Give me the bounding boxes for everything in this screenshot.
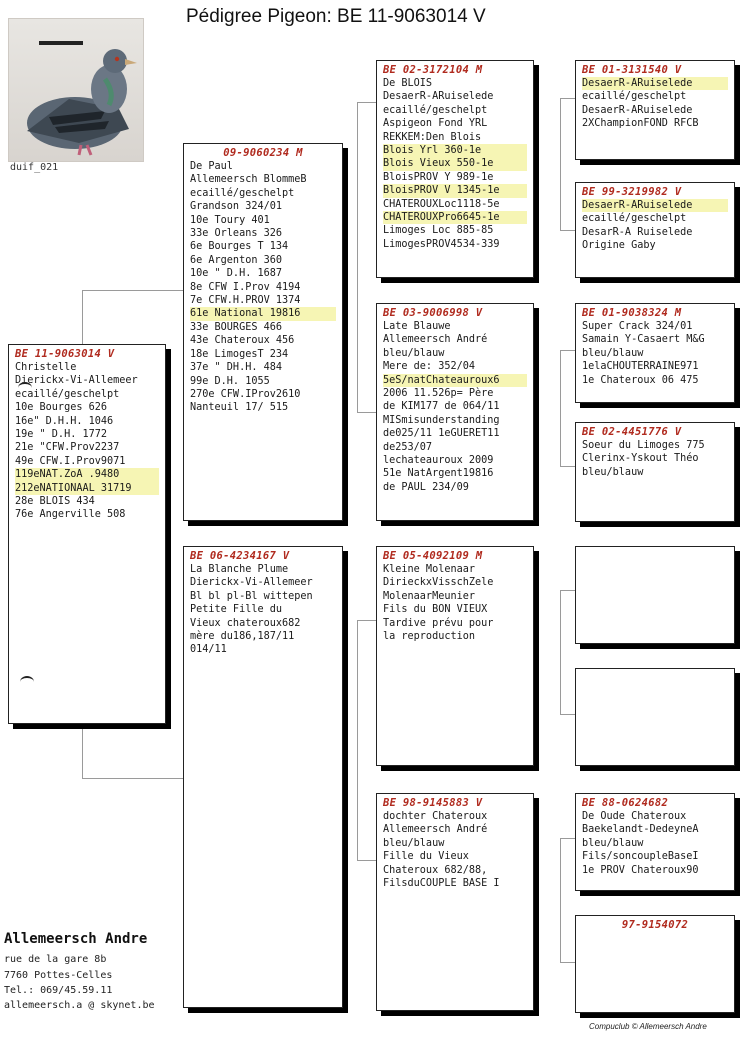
pedigree-line: bleu/blauw [383,837,445,849]
card-mmm[interactable] [575,915,735,1013]
pedigree-line: Samain Y-Casaert M&G [582,334,705,346]
card-fff[interactable] [575,60,735,160]
pedigree-line: 1e PROV Chateroux90 [582,864,699,876]
pedigree-line: DesaerR-ARuiselede [383,91,494,103]
pedigree-line: 7e CFW.H.PROV 1374 [190,295,301,307]
pedigree-line: Aspigeon Fond YRL [383,118,488,130]
pedigree-line: DesaerR-ARuiselede [582,104,693,116]
pedigree-line: Nanteuil 17/ 515 [190,402,289,414]
ring-number: BE 05-4092109 M [383,550,483,562]
pedigree-line: Vieux chateroux682 [190,617,301,629]
connector [357,412,377,413]
pigeon-icon [9,19,143,161]
pedigree-line: DesaerR-ARuiselede [582,77,728,90]
pedigree-line: De BLOIS [383,78,433,89]
pedigree-line: 1e Chateroux 06 475 [582,374,699,386]
owner-email: allemeersch.a @ skynet.be [4,1000,155,1011]
pedigree-line: bleu/blauw [582,837,644,849]
ring-number: 09-9060234 M [223,147,303,159]
card-subject[interactable] [8,344,166,724]
pedigree-line: Bl bl pl-Bl wittepen [190,590,313,602]
pedigree-line: BloisPROV V 1345-1e [383,184,527,197]
pedigree-line: De Paul [190,161,233,172]
pedigree-line: Baekelandt-DedeyneA [582,824,699,836]
pedigree-line: 10e Toury 401 [190,214,270,226]
pedigree-line: 37e " DH.H. 484 [190,362,283,374]
pedigree-line: de PAUL 234/09 [383,481,469,493]
pedigree-line: Dierickx-Vi-Allemeer [15,375,138,387]
pedigree-line: Allemeersch BlommeB [190,174,307,186]
connector [560,838,576,839]
pedigree-line: bleu/blauw [582,347,644,359]
pedigree-line: Dierickx-Vi-Allemeer [190,577,313,589]
pedigree-line: Soeur du Limoges 775 [582,440,705,451]
pedigree-line: Allemeersch André [383,334,488,346]
connector [357,102,377,103]
card-fmf[interactable] [575,303,735,403]
pedigree-line: Fils/soncoupleBaseI [582,851,699,863]
pedigree-line: dochter Chateroux [383,811,488,822]
ring-number: BE 99-3219982 V [582,186,682,198]
ring-number: BE 03-9006998 V [383,307,483,319]
connector [560,350,576,351]
pedigree-line: Super Crack 324/01 [582,321,693,332]
ring-number: BE 11-9063014 V [15,348,115,360]
card-mother[interactable] [183,546,343,1008]
pedigree-line: CHATEROUXPro6645-1e [383,211,527,224]
connector [357,860,377,861]
owner-city: 7760 Pottes-Celles [4,970,113,981]
pedigree-line: Allemeersch André [383,824,488,836]
card-mff[interactable] [575,546,735,644]
pedigree-line: bleu/blauw [383,347,445,359]
card-father[interactable] [183,143,343,521]
pedigree-line: ecaillé/geschelpt [582,91,687,103]
owner-address: rue de la gare 8b [4,954,107,965]
pedigree-line: 76e Angerville 508 [15,509,126,521]
pedigree-line: de253/07 [383,441,433,453]
pedigree-line: 270e CFW.IProv2610 [190,388,301,400]
pedigree-line: 10e Bourges 626 [15,402,108,414]
pedigree-line: Christelle [15,362,77,373]
pedigree-line: 19e " D.H. 1772 [15,429,108,441]
pedigree-line: Blois Yrl 360-1e [383,144,527,157]
connector [560,98,561,230]
ring-number: BE 02-3172104 M [383,64,483,76]
pedigree-line: 33e BOURGES 466 [190,321,283,333]
connector [560,350,561,466]
pedigree-line: de025/11 1eGUERET11 [383,428,500,440]
pedigree-line: 49e CFW.I.Prov9071 [15,455,126,467]
pedigree-line: ecaillé/geschelpt [190,187,295,199]
card-mmf[interactable] [575,793,735,891]
pedigree-line: Limoges Loc 885-85 [383,225,494,237]
pedigree-line: 119eNAT.ZoA .9480 [15,468,159,481]
pedigree-line: 33e Orleans 326 [190,228,283,240]
pedigree-line: la reproduction [383,631,476,643]
ring-number: BE 98-9145883 V [383,797,483,809]
pedigree-line: DirieckxVisschZele [383,577,494,589]
card-ff[interactable] [376,60,534,278]
pedigree-line: 8e CFW I.Prov 4194 [190,281,301,293]
pedigree-line: Kleine Molenaar [383,564,476,575]
pedigree-line: 10e " D.H. 1687 [190,268,283,280]
pedigree-line: CHATEROUXLoc1118-5e [383,198,500,210]
owner-name: Allemeersch Andre [4,931,148,947]
pedigree-line: 2006 11.526p= Père [383,388,494,400]
pedigree-line: mère du186,187/11 [190,631,295,643]
pedigree-line: Fils du BON VIEUX [383,604,488,616]
pedigree-line: 16e" D.H.H. 1046 [15,415,114,427]
connector [560,466,576,467]
ring-number: 97-9154072 [621,919,689,931]
card-mf[interactable] [376,546,534,766]
ring-number: BE 02-4451776 V [582,426,682,438]
card-fm[interactable] [376,303,534,521]
pedigree-line: ecaillé/geschelpt [15,388,120,400]
pedigree-line: de KIM177 de 064/11 [383,401,500,413]
pedigree-line: Late Blauwe [383,321,451,332]
pigeon-photo [8,18,144,162]
pedigree-line: 18e LimogesT 234 [190,348,289,360]
pedigree-line: FilsduCOUPLE BASE I [383,878,500,890]
pedigree-line: 51e NatArgent19816 [383,468,494,480]
pedigree-line: Grandson 324/01 [190,201,283,213]
pedigree-line: Origine Gaby [582,240,656,252]
pedigree-line: ecaillé/geschelpt [582,213,687,225]
pedigree-line: 1elaCHOUTERRAINE971 [582,361,699,373]
ring-number: BE 88-0624682 [582,797,669,809]
card-ffm[interactable] [575,182,735,278]
pedigree-line: Blois Vieux 550-1e [383,157,527,170]
pedigree-line: 2XChampionFOND RFCB [582,118,699,130]
pedigree-line: 6e Bourges T 134 [190,241,289,253]
card-fmm[interactable] [575,422,735,522]
card-mm[interactable] [376,793,534,1011]
connector [357,620,377,621]
connector [560,962,576,963]
pedigree-line: 5eS/natChateauroux6 [383,374,527,387]
pedigree-line: Chateroux 682/88, [383,864,488,876]
card-mfm[interactable] [575,668,735,766]
connector [82,778,184,779]
pedigree-line: 28e BLOIS 434 [15,496,95,508]
connector [560,230,576,231]
pedigree-line: De Oude Chateroux [582,811,687,822]
pedigree-line: Petite Fille du [190,604,283,616]
ring-mark-icon [18,382,32,394]
pedigree-line: 6e Argenton 360 [190,254,283,266]
pedigree-line: 014/11 [190,644,227,656]
pedigree-line: MolenaarMeunier [383,590,476,602]
pedigree-line: REKKEM:Den Blois [383,131,482,143]
ring-number: BE 06-4234167 V [190,550,290,562]
connector [82,290,184,291]
pedigree-line: DesaerR-ARuiselede [582,199,728,212]
ring-number: BE 01-3131540 V [582,64,682,76]
pedigree-line: 212eNATIONAAL 31719 [15,482,159,495]
photo-caption: duif_021 [10,162,59,173]
pedigree-line: La Blanche Plume [190,564,289,575]
connector [560,838,561,962]
connector [560,714,576,715]
connector [560,590,576,591]
pedigree-line: MISmisunderstanding [383,414,500,426]
owner-phone: Tel.: 069/45.59.11 [4,985,113,996]
connector [560,590,561,714]
page-title: Pédigree Pigeon: BE 11-9063014 V [186,6,486,27]
pedigree-line: LimogesPROV4534-339 [383,238,500,250]
ring-mark-icon [20,676,34,688]
pedigree-line: Clerinx-Yskout Théo [582,453,699,465]
connector [560,98,576,99]
pedigree-line: Mere de: 352/04 [383,361,476,373]
pedigree-line: BloisPROV Y 989-1e [383,171,494,183]
footer-credit: Compuclub © Allemeersch Andre [589,1022,707,1031]
pedigree-line: 43e Chateroux 456 [190,335,295,347]
pedigree-line: Tardive prévu pour [383,617,494,629]
pedigree-line: 21e "CFW.Prov2237 [15,442,120,454]
pedigree-line: bleu/blauw [582,466,644,478]
pedigree-line: 99e D.H. 1055 [190,375,270,387]
pedigree-line: DesarR-A Ruiselede [582,226,693,238]
pedigree-line: Fille du Vieux [383,851,469,863]
pedigree-line: lechateauroux 2009 [383,455,494,467]
ring-number: BE 01-9038324 M [582,307,682,319]
pedigree-line: ecaillé/geschelpt [383,104,488,116]
pedigree-line: 61e National 19816 [190,307,336,320]
connector [357,620,358,860]
connector [357,102,358,412]
